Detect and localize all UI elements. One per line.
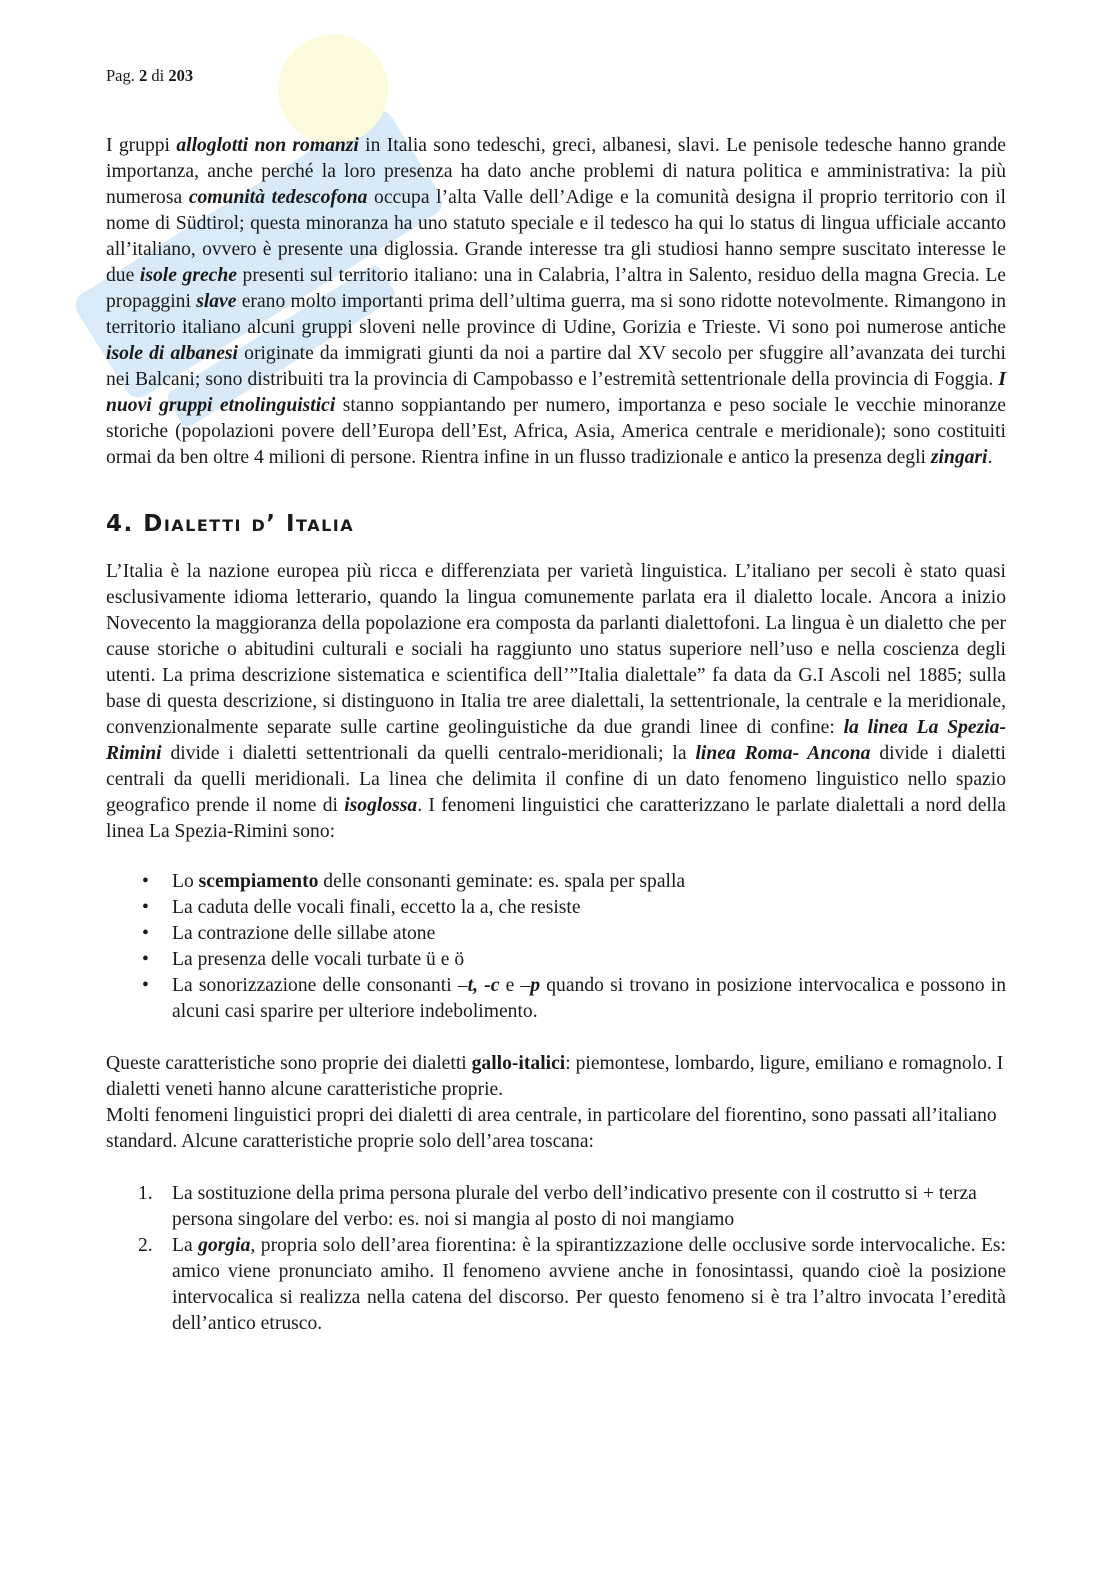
numbered-list	[106, 1181, 1006, 1337]
list-item: • La contrazione delle sillabe atone	[172, 921, 1006, 947]
paragraph-gallo-italic: Queste caratteristiche sono proprie dei dialetti gallo-italici: piemontese, lombardo, ligure, emiliano e romagnolo. I dialetti veneti hanno alcune caratteristiche proprie.	[106, 1053, 1004, 1100]
list-item: 1. La sostituzione della prima persona plurale del verbo dell’indicativo presente con il costrutto si + terza persona singolare del verbo: es. noi si mangia al posto di noi mangiamo	[138, 1183, 977, 1230]
section-heading: 4. Dialetti d’ Italia	[106, 511, 355, 537]
list-item: 2. La gorgia, propria solo dell’area fiorentina: è la spirantizzazione delle occlusive sorde intervocaliche. Es: amico viene pronunciato amiho. Il fenomeno avviene anche in fonosintassi, quando cioè la posizione intervocalica si realizza nella catena del discorso. Per questo fenomeno si è tra l’altro invocata l’eredità dell’antico etrusco.	[138, 1235, 1006, 1334]
bullet-list	[106, 869, 1006, 1025]
list-item: • La sonorizzazione delle consonanti –t, -c e –p quando si trovano in posizione intervocalica e possono in alcuni casi sparire per ulteriore indebolimento.	[172, 973, 1006, 1025]
document-body	[106, 133, 1006, 1337]
list-item: • Lo scempiamento delle consonanti geminate: es. spala per spalla	[172, 869, 1006, 895]
list-item: • La caduta delle vocali finali, eccetto la a, che resiste	[172, 895, 1006, 921]
paragraph-minorities: I gruppi alloglotti non romanzi in Italia sono tedeschi, greci, albanesi, slavi. Le penisole tedesche hanno grande importanza, anche perché la loro presenza ha dato anche problemi di natura politica e amministrativa: la più numerosa comunità tedescofona occupa l’alta Valle dell’Adige e la comunità designa il proprio territorio con il nome di Südtirol; questa minoranza ha uno statuto speciale e il tedesco ha qui lo status di lingua ufficiale accanto all’italiano, ovvero è presente una diglossia. Grande interesse tra gli studiosi hanno sempre suscitato interesse le due isole greche presenti sul territorio italiano: una in Calabria, l’altra in Salento, residuo della magna Grecia. Le propaggini slave erano molto importanti prima dell’ultima guerra, ma si sono ridotte notevolmente. Rimangono in territorio italiano alcuni gruppi sloveni nelle province di Udine, Gorizia e Trieste. Vi sono poi numerose antiche isole di albanesi originate da immigrati giunti da noi a partire dal XV secolo per sfuggire all’avanzata dei turchi nei Balcani; sono distribuiti tra la provincia di Campobasso e l’estremità settentrionale della provincia di Foggia. I nuovi gruppi etnolinguistici stanno soppiantando per numero, importanza e peso sociale le vecchie minoranze storiche (popolazioni povere dell’Europa dell’Est, Africa, Asia, America centrale e meridionale); sono costituiti ormai da ben oltre 4 milioni di persone. Rientra infine in un flusso tradizionale e antico la presenza degli zingari.	[106, 135, 1007, 468]
page-number: Pag. 2 di 203	[106, 66, 194, 85]
paragraph-tuscan: Molti fenomeni linguistici propri dei dialetti di area centrale, in particolare del fiorentino, sono passati all’italiano standard. Alcune caratteristiche proprie solo dell’area toscana:	[106, 1105, 997, 1152]
list-item: • La presenza delle vocali turbate ü e ö	[172, 947, 1006, 973]
paragraph-dialects: L’Italia è la nazione europea più ricca e differenziata per varietà linguistica. L’italiano per secoli è stato quasi esclusivamente idioma letterario, quando la lingua comunemente parlata era il dialetto locale. Ancora a inizio Novecento la maggioranza della popolazione era composta da parlanti dialettofoni. La lingua è un dialetto che per cause storiche o abitudini culturali e sociali ha raggiunto uno status superiore nell’uso e nella coscienza degli utenti. La prima descrizione sistematica e scientifica dell’”Italia dialettale” fa data da G.I Ascoli nel 1885; sulla base di questa descrizione, si distinguono in Italia tre aree dialettali, la settentrionale, la centrale e la meridionale, convenzionalmente separate sulle cartine geolinguistiche da due grandi linee di confine: la linea La Spezia-Rimini divide i dialetti settentrionali da quelli centralo-meridionali; la linea Roma- Ancona divide i dialetti centrali da quelli meridionali. La linea che delimita il confine di un dato fenomeno linguistico nello spazio geografico prende il nome di isoglossa. I fenomeni linguistici che caratterizzano le parlate dialettali a nord della linea La Spezia-Rimini sono:	[106, 561, 1006, 842]
